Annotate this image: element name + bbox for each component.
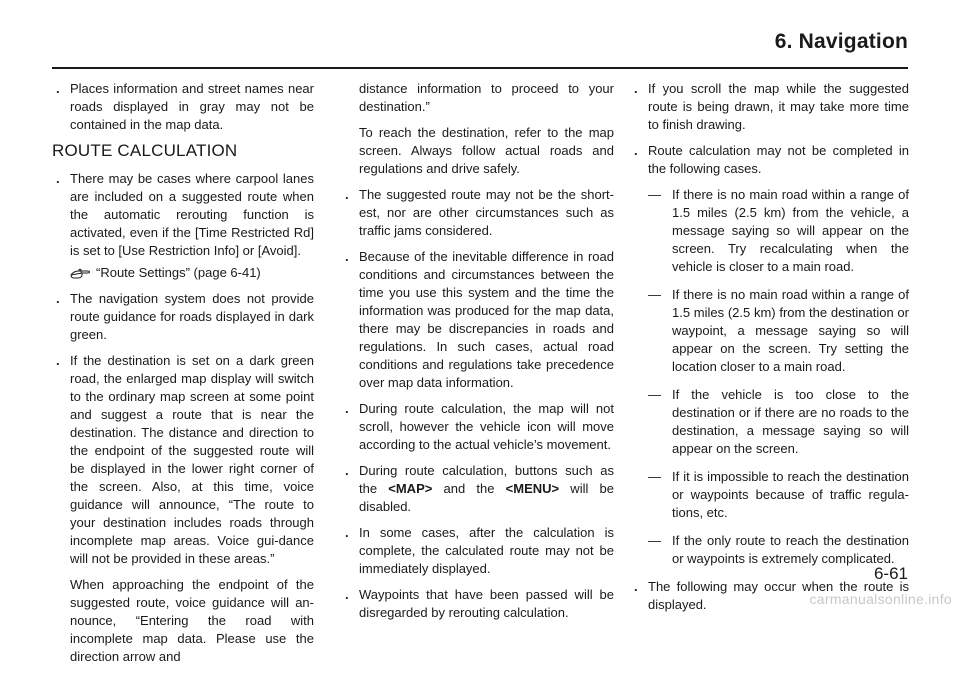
sub-item-text: If the vehicle is too close to the destination or if there are no roads to the destination, a message saying so will appear on the screen. <box>672 387 909 456</box>
bullet-text: The suggested route may not be the short-est, nor are other circumstances such as traffic jams considered. <box>359 187 614 238</box>
bullet-text: Because of the inevitable difference in road conditions and circumstances between the time you use this system and the time the information was produced for the map data, there may be discrepancies in roads and regulations. In such cases, actual road conditions and regulations take precedence over map data information. <box>359 249 614 390</box>
bullet-mark: . <box>345 587 349 602</box>
watermark: carmanualsonline.info <box>809 591 952 607</box>
reference-text: “Route Settings” (page 6-41) <box>96 265 261 280</box>
text-run: During route calculation, buttons such as the <box>359 463 614 496</box>
bullet-mark: . <box>345 249 349 264</box>
bullet-mark: . <box>345 525 349 540</box>
bullet-text: In some cases, after the calculation is complete, the calculated route may not be immediately displayed. <box>359 525 614 576</box>
cross-reference <box>52 264 314 282</box>
list-item <box>341 586 614 622</box>
bullet-text: If the destination is set on a dark green road, the enlarged map display will switch to the ordinary map screen at some point and suggest a route that is near the destination. The distance and direction to the endpoint of the suggested route will be displayed in the lower right corner of the screen. Also, at this time, voice guidance will announce, “The route to your destination includes roads through incomplete map areas. Voice gui-dance will not be provided in these areas.” <box>70 353 314 566</box>
list-item <box>341 524 614 578</box>
sub-item-text: If the only route to reach the destination or waypoints is extremely complicated. <box>672 533 909 566</box>
column-1 <box>52 80 314 674</box>
text-run: will be disabled. <box>359 481 614 514</box>
bullet-text: Route calculation may not be completed in the following cases. <box>648 143 909 176</box>
list-item <box>341 462 614 516</box>
bullet-text: The navigation system does not provide route guidance for roads displayed in dark green. <box>70 291 314 342</box>
dash-mark: — <box>648 187 661 202</box>
list-item <box>52 170 314 260</box>
dash-mark: — <box>648 469 661 484</box>
bullet-text <box>359 463 614 514</box>
bullet-text: The following may occur when the route is displayed. <box>648 579 909 612</box>
bullet-text: There may be cases where carpool lanes are included on a suggested route when the automatic rerouting function is activated, even if the [Time Restricted Rd] is set to [Use Restriction Info] or [Avoid]. <box>70 171 314 258</box>
pointing-hand-icon <box>70 266 92 280</box>
sub-list-item <box>630 186 909 276</box>
list-item <box>630 80 909 134</box>
list-item <box>341 400 614 454</box>
dash-mark: — <box>648 533 661 548</box>
bullet-mark: . <box>634 579 638 594</box>
column-2 <box>341 80 614 630</box>
bullet-text: Waypoints that have been passed will be disregarded by rerouting calculation. <box>359 587 614 620</box>
sub-list-item <box>630 286 909 376</box>
bullet-text: If you scroll the map while the suggested route is being drawn, it may take more time to finish drawing. <box>648 81 909 132</box>
dash-mark: — <box>648 387 661 402</box>
dash-mark: — <box>648 287 661 302</box>
bullet-text: Places information and street names near roads displayed in gray may not be contained in the map data. <box>70 81 314 132</box>
paragraph: distance information to proceed to your destination.” <box>359 81 614 114</box>
sub-list-item <box>630 468 909 522</box>
list-item <box>52 290 314 344</box>
menu-button-name: <MENU> <box>505 481 560 496</box>
sub-list-item <box>630 386 909 458</box>
sub-item-text: If there is no main road within a range of 1.5 miles (2.5 km) from the vehicle, a message saying so will appear on the screen. Try recalculating when the vehicle is closer to a main road. <box>672 187 909 274</box>
bullet-mark: . <box>634 81 638 96</box>
column-3 <box>630 80 909 622</box>
sub-item-text: If it is impossible to reach the destination or waypoints because of traffic regula-tions, etc. <box>672 469 909 520</box>
section-title: ROUTE CALCULATION <box>52 141 238 160</box>
bullet-mark: . <box>345 187 349 202</box>
list-item <box>630 142 909 178</box>
paragraph: When approaching the endpoint of the suggested route, voice guidance will an-nounce, “Entering the road with incomplete map data. Please use the direction arrow and <box>70 577 314 664</box>
page-number: 6-61 <box>873 564 908 583</box>
bullet-mark: . <box>345 401 349 416</box>
sub-item-text: If there is no main road within a range of 1.5 miles (2.5 km) from the destination or waypoint, a message saying so will appear on the screen. Try setting the location closer to a main road. <box>672 287 909 374</box>
header-divider <box>52 67 908 69</box>
bullet-text: During route calculation, the map will not scroll, however the vehicle icon will move according to the actual vehicle’s movement. <box>359 401 614 452</box>
page-header-title: 6. Navigation <box>774 30 908 53</box>
bullet-mark: . <box>56 291 60 306</box>
sub-list-item <box>630 532 909 568</box>
bullet-mark: . <box>56 171 60 186</box>
bullet-mark: . <box>634 143 638 158</box>
paragraph: To reach the destination, refer to the map screen. Always follow actual roads and regulations and drive safely. <box>359 125 614 176</box>
list-item <box>52 80 314 134</box>
bullet-mark: . <box>56 353 60 368</box>
text-run: and the <box>432 481 506 496</box>
map-button-name: <MAP> <box>388 481 433 496</box>
bullet-mark: . <box>56 81 60 96</box>
list-item <box>341 186 614 240</box>
list-item <box>52 352 314 568</box>
bullet-mark: . <box>345 463 349 478</box>
list-item <box>341 248 614 392</box>
